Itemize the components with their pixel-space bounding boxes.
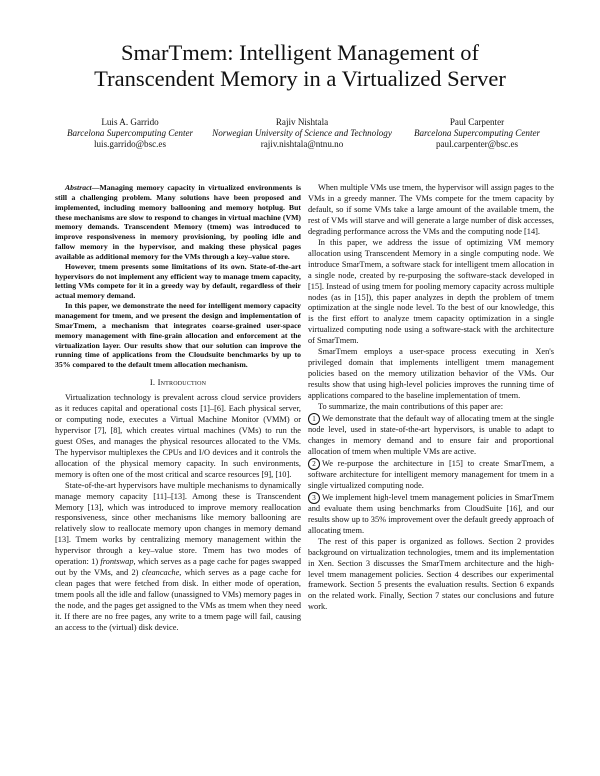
contribution-item: 1 We demonstrate that the default way of allocating tmem at the single node level, used in state-of-the-art hypervisors, is unable to adapt to changes in memory demand and to ensure fair and proportional allocation of tmem when multiple VMs are active. [308,414,554,456]
circled-number-1: 1 [308,413,320,425]
body-paragraph-1: When multiple VMs use tmem, the hypervisor will assign pages to the VMs in a greedy manner. The VMs compete for the tmem capacity by default, so if some VMs take a large amount of the available tmem, the rest of VMs will starve and will generate a large number of disk accesses, degrading performance across the VMs and the computing node [14]. [308,183,554,236]
author-email: rajiv.nishtala@ntnu.no [260,139,344,150]
author-1 [55,117,205,151]
author-email: paul.carpenter@bsc.es [435,139,519,150]
body-paragraph-4: To summarize, the main contributions of this paper are: [318,402,504,412]
abstract-paragraph-1: Abstract—Managing memory capacity in virtualized environments is still a challenging problem. Many solutions have been proposed and implemented, including memory ballooning and memory hotplug. But these mechanisms are slow to respond to changes in virtual machine (VM) memory demands. Transcendent Memory (tmem) was introduced to improve responsiveness in memory provisioning, by pooling idle and fallow memory in the hypervisor, and making these physical pages available as additional memory for the VMs through a key–value store. [55,183,301,261]
left-column [55,183,301,634]
author-affiliation: Barcelona Supercomputing Center [66,128,194,139]
abstract-paragraph-3: In this paper, we demonstrate the need for intelligent memory capacity management for tmem, and we present the design and implementation of SmarTmem, a mechanism that integrates coarse-grained user-space memory management with fine-grain allocation and enforcement at the virtualization layer. Our results show that our solution can improve the running time of applications from the Cloudsuite benchmarks by up to 35% compared to the default tmem allocation mechanism. [55,301,301,370]
body-paragraph-5: The rest of this paper is organized as follows. Section 2 provides background on virtualization technologies, tmem and its implementation in Xen. Section 3 discusses the SmarTmem architecture and the high-level tmem management policies. Section 4 describes our experimental framework. Section 5 presents the evaluation results. Section 6 expands on the related work. Finally, Section 7 states our conclusions and future work. [308,536,554,612]
contribution-list [308,413,554,537]
abstract [55,183,301,370]
body-paragraph-2: In this paper, we address the issue of optimizing VM memory allocation using Transcendent Memory in a single computing node. We introduce SmarTmem, a software stack for intelligent tmem allocation in a single node, created by re-purposing the software-stack developed in [15]. Instead of using tmem for pooling memory capacity across multiple nodes (as in [15]), this paper analyzes in depth the problem of tmem optimization at the single node level. To the best of our knowledge, this is the first effort to analyze tmem capacity optimization in a single virtualized computing node using a software-stack with the architecture of SmarTmem. [308,237,554,346]
term-cleancache: cleancache [141,568,180,578]
intro-paragraph-1: Virtualization technology is prevalent across cloud service providers as it reduces capital and operational costs [1]–[6]. Each physical server, or computing node, executes a Virtual Machine Monitor (VMM) or hypervisor [7], [8], which creates virtual machines (VMs) to run the guest OSes, and manages the physical resources allocated to the VMs. The hypervisor multiplexes the CPUs and I/O devices and it controls the allocation of the physical memory capacity. In such environments, memory is often one of the most critical and scarce resources [9], [10]. [55,392,301,479]
circled-number-3: 3 [308,492,320,504]
title-line-2: Transcendent Memory in a Virtualized Server [94,66,506,91]
section-heading-introduction: I. Introduction [149,377,207,388]
contribution-item: 3 We implement high-level tmem management policies in SmarTmem and evaluate them using benchmarks from CloudSuite [16], and our results show up to 35% improvement over the default greedy approach of allocating tmem. [308,492,554,535]
circled-number-2: 2 [308,458,320,470]
intro-paragraph-2: State-of-the-art hypervisors have multiple mechanisms to dynamically manage memory capacity [11]–[13]. Among these is Transcendent Memory [13], which was introduced to improve memory reallocation responsiveness, since other mechanisms like memory ballooning are relatively slow to reallocate memory upon changes in memory demand [13]. Tmem works by centralizing memory management within the hypervisor through a key–value store. Tmem has two modes of operation: 1) frontswap, which serves as a page cache for pages swapped out by the VMs, and 2) cleancache, which serves as a page cache for clean pages that were fetched from disk. In either mode of operation, tmem pools all the idle and fallow (unassigned to VMs) memory pages in the node, and the pages get assigned to the VMs as tmem when they need it. If there are no free pages, any write to a tmem page will fail, causing an access to the (virtual) disk device. [55,480,301,632]
author-name: Paul Carpenter [449,117,505,127]
author-name: Rajiv Nishtala [275,117,329,127]
body-paragraph-3: SmarTmem employs a user-space process executing in Xen's privileged domain that implements intelligent tmem management policies based on the memory utilization behavior of the VMs. Our results show that using high-level policies improves the running time of applications compared to the baseline implementation of tmem. [308,347,554,401]
author-affiliation: Barcelona Supercomputing Center [413,128,541,139]
author-affiliation: Norwegian University of Science and Technology [212,128,392,139]
title-line-1: SmarTmem: Intelligent Management of [120,40,480,65]
author-block [0,117,600,157]
author-2 [196,117,408,151]
right-column [308,183,554,613]
abstract-paragraph-2: However, tmem presents some limitations of its own. State-of-the-art hypervisors do not implement any efficient way to manage tmem capacity, letting VMs compete for it in a greedy way by default, regardless of their actual memory demand. [55,261,301,301]
term-frontswap: frontswap [100,557,134,567]
author-3 [402,117,552,151]
author-name: Luis A. Garrido [101,117,159,127]
author-email: luis.garrido@bsc.es [93,139,167,150]
contribution-item: 2 We re-purpose the architecture in [15] to create SmarTmem, a software architecture for intelligent memory management for tmem in a single virtualized computing node. [308,458,554,490]
paper-title [0,40,600,92]
abstract-label: Abstract [65,183,92,192]
